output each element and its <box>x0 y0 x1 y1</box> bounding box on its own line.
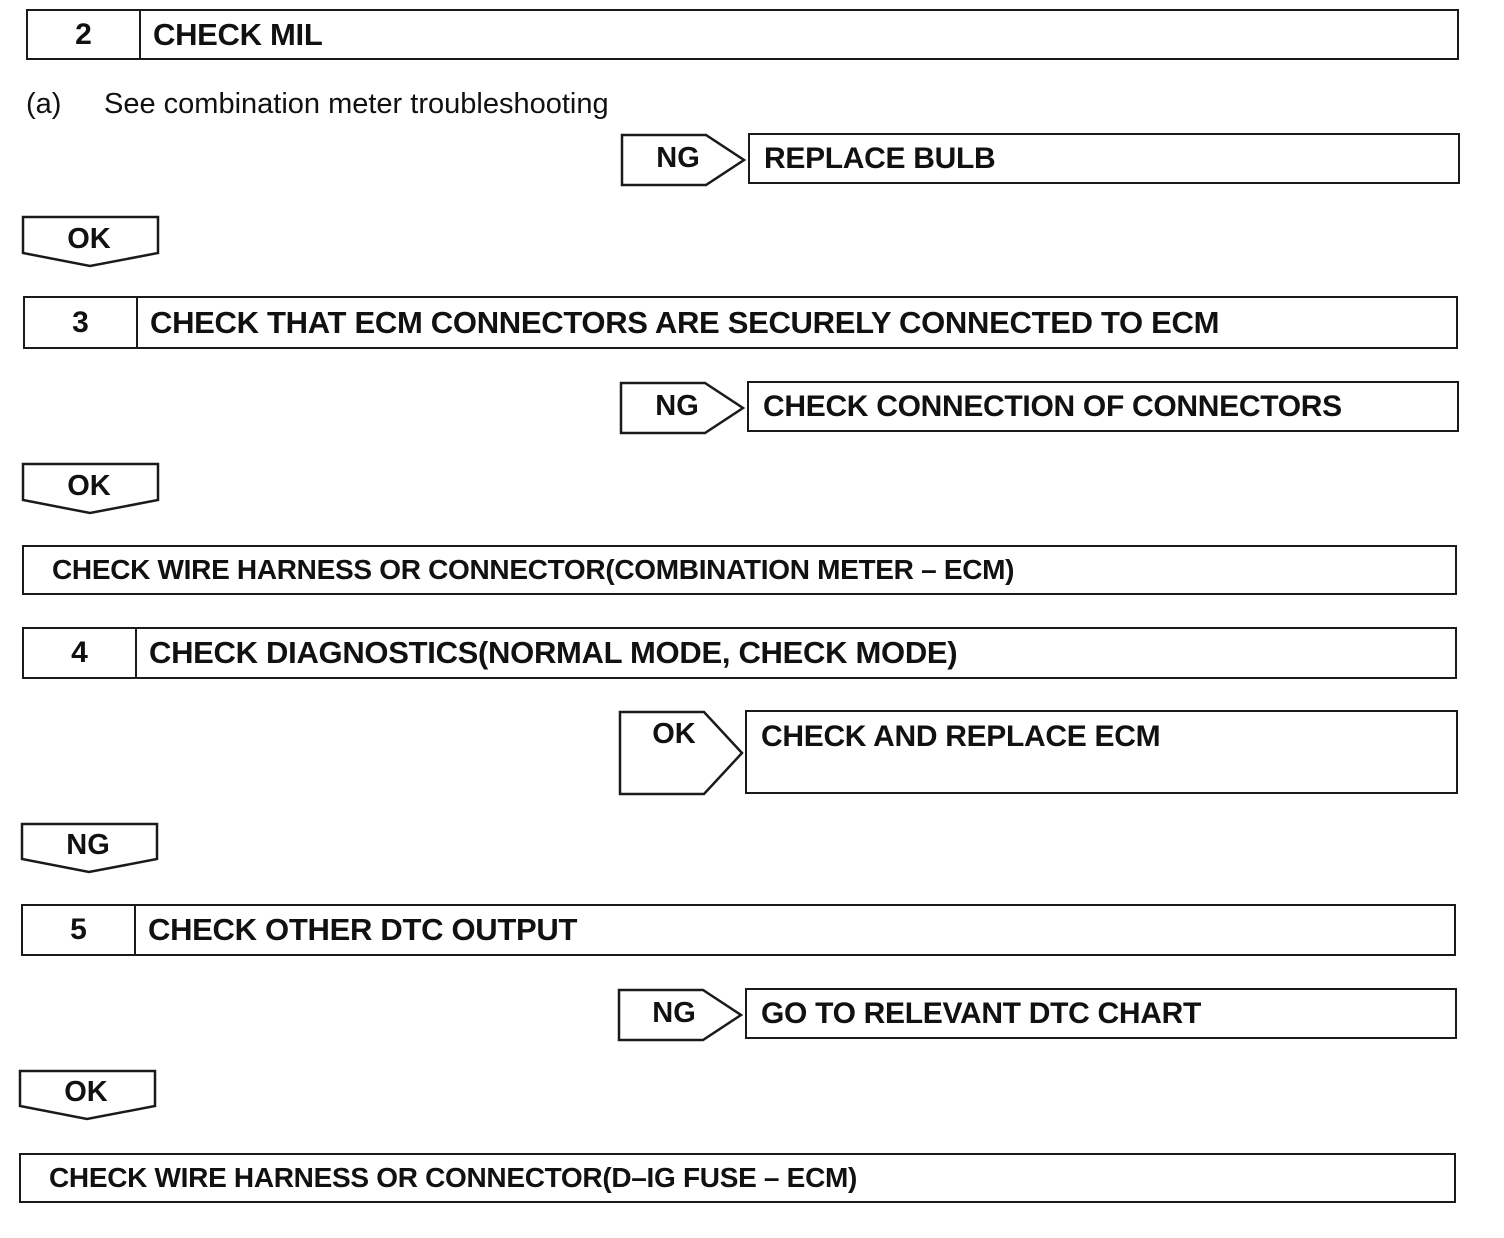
flow-label: OK <box>67 223 111 255</box>
step-title: CHECK DIAGNOSTICS(NORMAL MODE, CHECK MODE) <box>149 635 958 670</box>
result-box: REPLACE BULB <box>748 133 1460 184</box>
step-number: 5 <box>23 906 136 954</box>
step-2-box <box>26 9 1459 60</box>
note-text: See combination meter troubleshooting <box>104 88 609 120</box>
branch-label: NG <box>652 997 696 1029</box>
result-box: GO TO RELEVANT DTC CHART <box>745 988 1457 1039</box>
action-box: CHECK WIRE HARNESS OR CONNECTOR(D–IG FUSE – ECM) <box>19 1153 1456 1203</box>
step-3-box <box>23 296 1458 349</box>
flow-label: OK <box>67 470 111 502</box>
step-4-box <box>22 627 1457 679</box>
flow-label: NG <box>66 829 110 861</box>
step-number: 2 <box>28 11 141 58</box>
branch-label: NG <box>656 142 700 174</box>
flow-label: OK <box>64 1076 108 1108</box>
action-box: CHECK WIRE HARNESS OR CONNECTOR(COMBINATION METER – ECM) <box>22 545 1457 595</box>
note-marker: (a) <box>26 88 62 120</box>
step-number: 3 <box>25 298 138 347</box>
step-5-box <box>21 904 1456 956</box>
branch-label: OK <box>652 718 696 750</box>
step-number: 4 <box>24 629 137 677</box>
result-box: CHECK AND REPLACE ECM <box>745 710 1458 794</box>
step-title: CHECK MIL <box>153 16 323 52</box>
branch-label: NG <box>655 390 699 422</box>
step-title: CHECK THAT ECM CONNECTORS ARE SECURELY CONNECTED TO ECM <box>150 304 1220 340</box>
result-box: CHECK CONNECTION OF CONNECTORS <box>747 381 1459 432</box>
step-title: CHECK OTHER DTC OUTPUT <box>148 912 578 947</box>
